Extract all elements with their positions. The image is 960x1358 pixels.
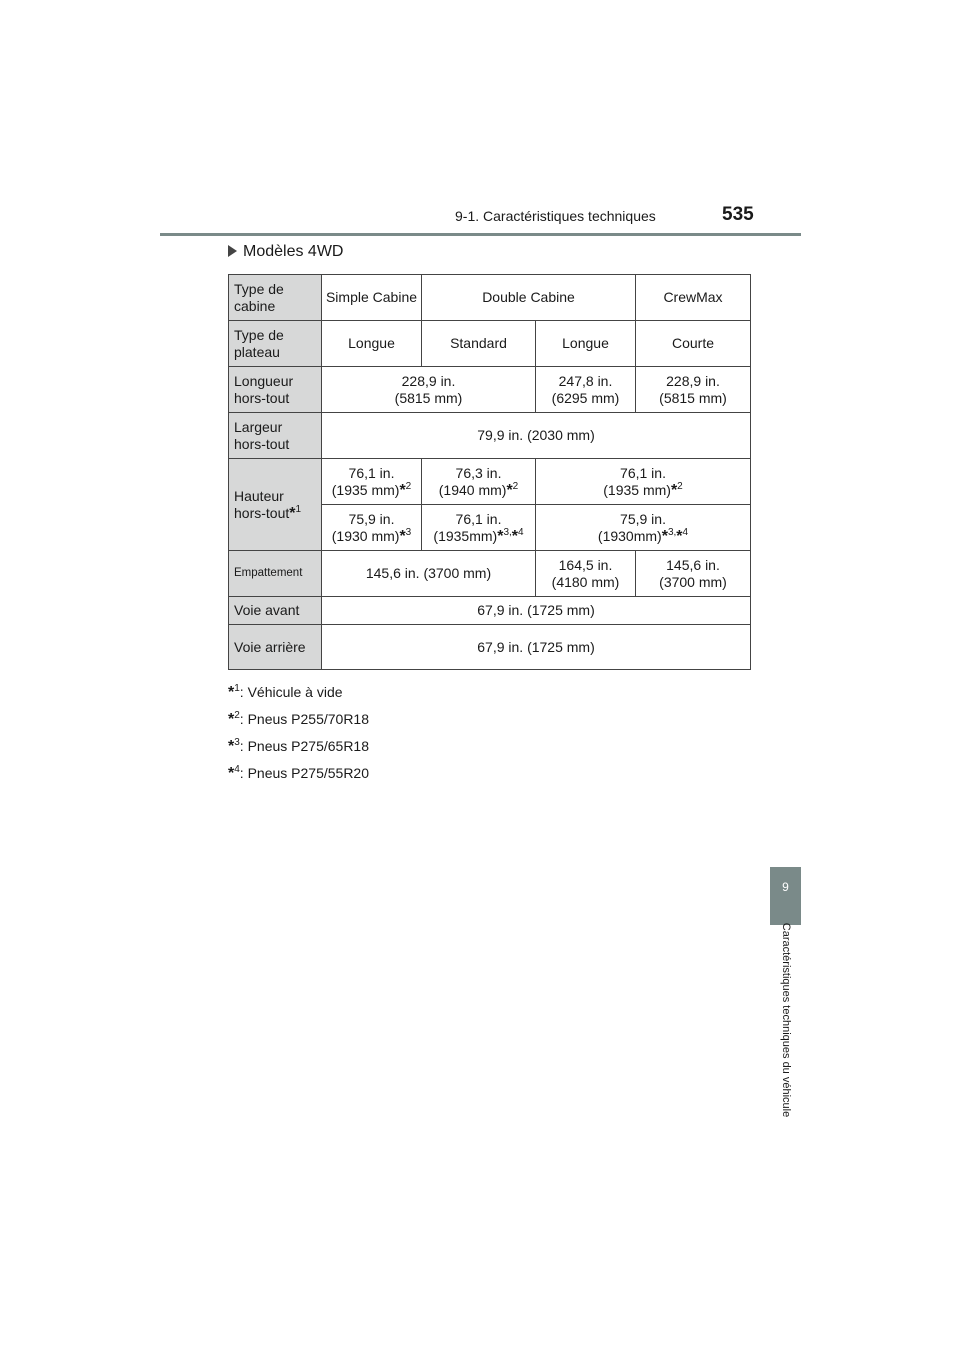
section-heading	[228, 243, 343, 261]
footnote-star-icon: *	[228, 684, 235, 701]
cell-length-3	[636, 367, 751, 413]
cell-length-2-mm: (6295 mm)	[551, 389, 620, 406]
header-rule	[160, 233, 801, 236]
cell-bed-standard: Standard	[422, 321, 536, 367]
footnote-number: 1	[234, 683, 240, 694]
cell-height-2-2	[422, 505, 536, 551]
cell-value-mm	[325, 528, 418, 545]
cell-height-1-1	[322, 459, 422, 505]
cell-mm-text: (1930mm)	[597, 527, 662, 544]
cell-value-mm	[539, 528, 747, 545]
footnote-star-icon: *	[289, 504, 296, 522]
cell-mm-text: (1935 mm)	[331, 481, 400, 498]
cell-value-in: 75,9 in.	[620, 510, 666, 527]
footnote-item	[228, 679, 369, 706]
cell-value-mm	[425, 482, 532, 499]
cell-bed-longue: Longue	[536, 321, 636, 367]
footnote-ref: 3	[405, 526, 412, 538]
cell-mm-text: (1935 mm)	[603, 481, 671, 498]
cell-mm-text: (1935mm)	[433, 527, 498, 544]
footnotes	[228, 679, 369, 787]
footnote-star-icon: *	[399, 481, 406, 499]
cell-height-2-1	[322, 505, 422, 551]
table-row-height-1	[229, 459, 751, 505]
table-row-width	[229, 413, 751, 459]
cell-length-3-mm: (5815 mm)	[659, 389, 727, 406]
row-label-length: Longueur hors-tout	[229, 367, 322, 413]
row-label-front-track: Voie avant	[229, 597, 322, 625]
row-label-cab-type: Type de cabine	[229, 275, 322, 321]
footnote-star-icon: *	[676, 527, 683, 545]
footnote-text: : Véhicule à vide	[239, 684, 343, 700]
cell-bed-longue: Longue	[322, 321, 422, 367]
cell-wheelbase-3-in: 145,6 in.	[666, 556, 720, 573]
cell-length-1-mm: (5815 mm)	[394, 389, 463, 406]
row-label-height	[229, 459, 322, 551]
cell-wheelbase-3	[636, 551, 751, 597]
footnote-item	[228, 706, 369, 733]
cell-value-in: 75,9 in.	[348, 510, 395, 527]
footnote-ref: 4	[682, 526, 689, 538]
cell-height-1-2	[422, 459, 536, 505]
cell-value-mm	[425, 528, 532, 545]
cell-simple-cabine: Simple Cabine	[322, 275, 422, 321]
row-label-bed-type: Type de plateau	[229, 321, 322, 367]
cell-bed-courte: Courte	[636, 321, 751, 367]
cell-height-1-3	[536, 459, 751, 505]
row-label-width: Largeur hors-tout	[229, 413, 322, 459]
footnote-star-icon: *	[399, 527, 406, 545]
cell-mm-text: (1940 mm)	[438, 481, 507, 498]
footnote-text: : Pneus P255/70R18	[239, 711, 370, 727]
table-row-cab	[229, 275, 751, 321]
footnote-item	[228, 760, 369, 787]
footnote-item	[228, 733, 369, 760]
cell-front-track-value: 67,9 in. (1725 mm)	[322, 597, 751, 625]
footnote-star-icon: *	[670, 481, 678, 499]
footnote-star-icon: *	[228, 738, 235, 755]
cell-mm-text: (1930 mm)	[331, 527, 400, 544]
footnote-number: 3	[234, 737, 240, 748]
footnote-number: 4	[234, 764, 240, 775]
footnote-ref: 2	[512, 480, 519, 492]
cell-length-2	[536, 367, 636, 413]
cell-length-1-in: 228,9 in.	[401, 372, 456, 389]
footnote-ref: 2	[677, 480, 683, 492]
cell-wheelbase-2-in: 164,5 in.	[558, 556, 613, 573]
cell-rear-track-value: 67,9 in. (1725 mm)	[322, 625, 751, 670]
cell-width-value: 79,9 in. (2030 mm)	[322, 413, 751, 459]
table-row-length	[229, 367, 751, 413]
specs-table	[228, 274, 751, 670]
footnote-number: 2	[234, 710, 240, 721]
footnote-star-icon: *	[511, 527, 519, 545]
cell-wheelbase-2-mm: (4180 mm)	[551, 573, 620, 590]
cell-height-2-3	[536, 505, 751, 551]
section-title: Modèles 4WD	[243, 243, 344, 260]
cell-value-in: 76,1 in.	[620, 464, 666, 481]
cell-length-1	[322, 367, 536, 413]
footnote-ref: 3,	[667, 526, 677, 538]
row-label-height-text: Hauteur hors-tout	[234, 487, 290, 521]
row-label-rear-track: Voie arrière	[229, 625, 322, 670]
cell-wheelbase-1: 145,6 in. (3700 mm)	[322, 551, 536, 597]
footnote-text: : Pneus P275/65R18	[239, 738, 370, 754]
cell-length-2-in: 247,8 in.	[558, 372, 613, 389]
footnote-ref: 4	[518, 526, 524, 538]
footnote-ref: 2	[405, 480, 412, 492]
footnote-ref: 1	[295, 503, 302, 515]
chapter-tab-label: Caractéristiques techniques du véhicule	[780, 922, 792, 1118]
footnote-ref: 3,	[503, 526, 512, 538]
cell-wheelbase-2	[536, 551, 636, 597]
cell-value-mm	[325, 482, 418, 499]
header-title: 9-1. Caractéristiques techniques	[455, 208, 656, 224]
cell-double-cabine: Double Cabine	[422, 275, 636, 321]
cell-value-in: 76,1 in.	[455, 510, 502, 527]
page-number: 535	[722, 204, 754, 225]
triangle-bullet-icon	[228, 245, 237, 257]
cell-wheelbase-3-mm: (3700 mm)	[659, 573, 727, 590]
cell-value-mm	[539, 482, 747, 499]
table-row-front-track	[229, 597, 751, 625]
footnote-star-icon: *	[661, 527, 668, 545]
footnote-star-icon: *	[228, 711, 235, 728]
cell-value-in: 76,1 in.	[348, 464, 395, 481]
footnote-text: : Pneus P275/55R20	[239, 765, 370, 781]
cell-length-3-in: 228,9 in.	[666, 372, 720, 389]
table-row-rear-track	[229, 625, 751, 670]
chapter-tab[interactable]: 9	[770, 867, 801, 925]
footnote-star-icon: *	[228, 765, 235, 782]
cell-value-in: 76,3 in.	[455, 464, 502, 481]
table-row-wheelbase	[229, 551, 751, 597]
footnote-star-icon: *	[506, 481, 513, 499]
table-row-bed	[229, 321, 751, 367]
cell-crewmax: CrewMax	[636, 275, 751, 321]
row-label-wheelbase: Empattement	[229, 551, 322, 597]
footnote-star-icon: *	[497, 527, 504, 545]
